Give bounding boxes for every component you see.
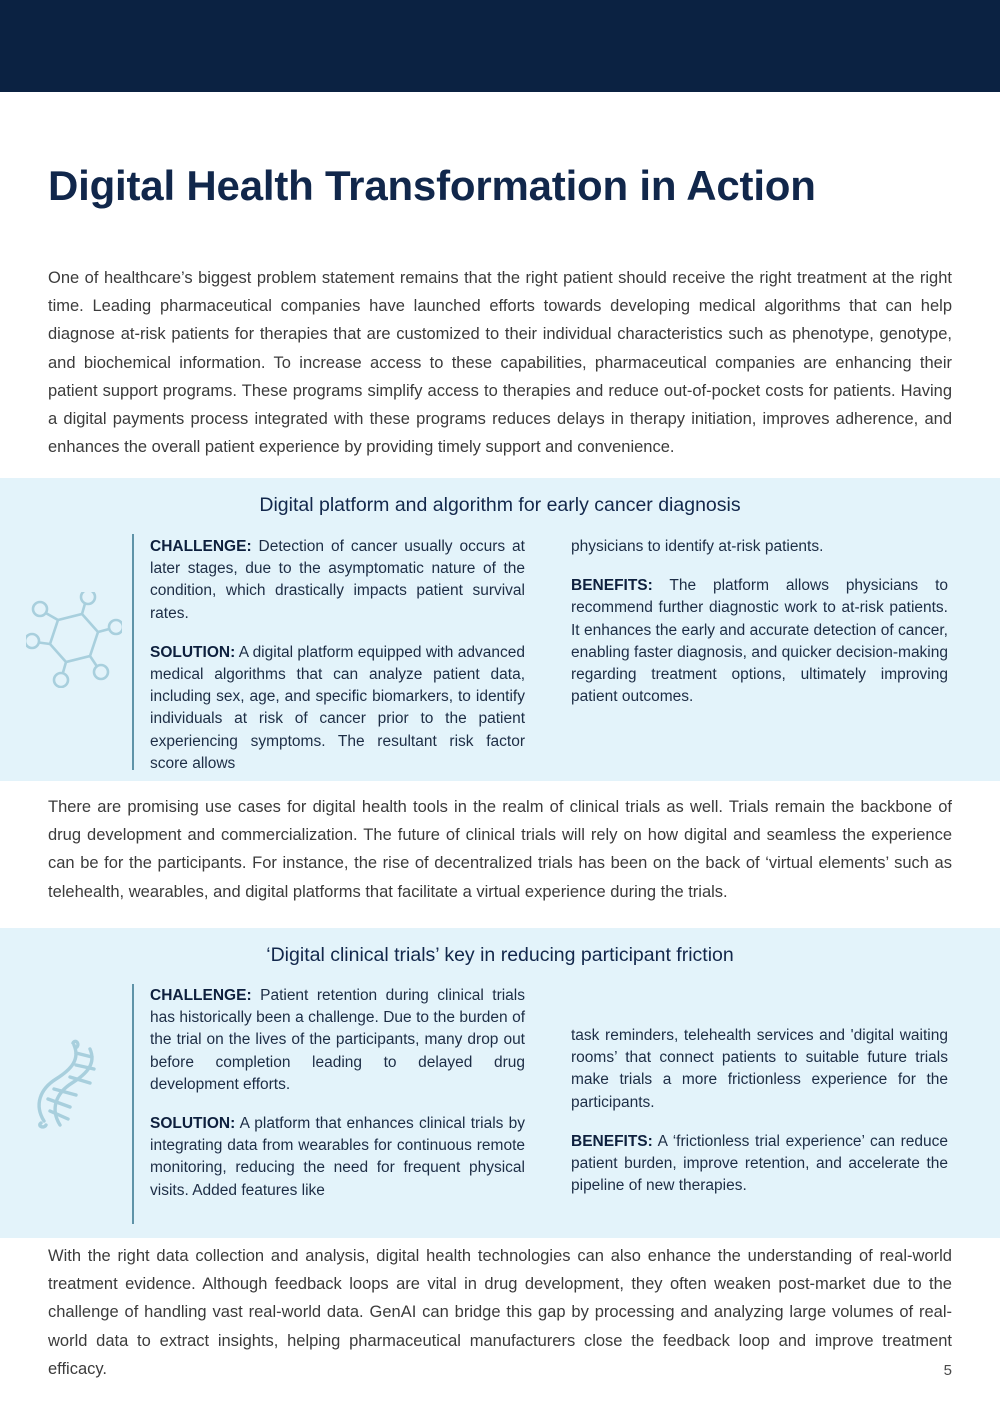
challenge-label: CHALLENGE: <box>150 538 252 555</box>
callout-heading: Digital platform and algorithm for early cancer diagnosis <box>259 494 741 516</box>
benefits-label: BENEFITS: <box>571 1132 653 1150</box>
header-banner <box>0 0 1000 92</box>
callout-right-column <box>571 1025 948 1197</box>
challenge-block <box>150 985 525 1096</box>
challenge-block <box>150 536 525 625</box>
page-number: 5 <box>943 1362 952 1379</box>
callout-panel-clinical-trials <box>0 928 1000 1238</box>
final-paragraph: With the right data collection and analysis, digital health technologies can also enhance the understanding of real-world treatment evidence. Although feedback loops are vital in drug development, they often weaken post-market due to the challenge of handling vast real-world data. GenAI can bridge this gap by processing and analyzing large volumes of real-world data to extract insights, helping pharmaceutical manufacturers close the feedback loop and improve treatment efficacy. <box>48 1247 952 1378</box>
molecule-icon <box>26 592 122 688</box>
callout-left-column <box>150 536 525 775</box>
callout-heading: ‘Digital clinical trials’ key in reducing participant friction <box>266 944 734 966</box>
solution-label: SOLUTION: <box>150 1115 236 1133</box>
intro-paragraph: One of healthcare’s biggest problem statement remains that the right patient should receive the right treatment at the right time. Leading pharmaceutical companies have launched efforts towards developing medical algorithms that can help diagnose at-risk patients for therapies that are customized to their individual characteristics such as phenotype, genotype, and biochemical information. To increase access to these capabilities, pharmaceutical companies are enhancing their patient support programs. These programs simplify access to therapies and reduce out-of-pocket costs for patients. Having a digital payments process integrated with these programs reduces delays in therapy initiation, improves adherence, and enhances the overall patient experience by providing timely support and convenience. <box>48 269 952 457</box>
solution-label: SOLUTION: <box>150 643 236 661</box>
benefits-label: BENEFITS: <box>571 577 653 595</box>
page-title: Digital Health Transformation in Action <box>48 162 816 210</box>
continuation-text: task reminders, telehealth services and 'digital waiting rooms’ that connect patients to suitable future trials make trials a more frictionless experience for the participants. <box>571 1027 948 1111</box>
benefits-block <box>571 575 948 708</box>
callout-left-column <box>150 985 525 1202</box>
solution-block <box>150 1113 525 1202</box>
benefits-text: The platform allows physicians to recommend further diagnostic work to at-risk patients. It enhances the early and accurate detection of cancer, enabling faster diagnosis, and quicker decision-making regarding treatment options, ultimately improving patient outcomes. <box>571 577 948 706</box>
solution-text: A digital platform equipped with advanced medical algorithms that can analyze patient data, including sex, age, and specific biomarkers, to identify individuals at risk of cancer prior to the patient experiencing symptoms. The resultant risk factor score allows <box>150 643 525 772</box>
callout-right-column <box>571 536 948 708</box>
challenge-label: CHALLENGE: <box>150 987 252 1004</box>
benefits-text: A ‘frictionless trial experience’ can reduce patient burden, improve retention, and accelerate the pipeline of new therapies. <box>571 1132 948 1195</box>
callout-panel-cancer-diagnosis <box>0 478 1000 781</box>
challenge-text: Patient retention during clinical trials has historically been a challenge. Due to the burden of the trial on the lives of the participants, many drop out before completion leading to delayed drug development efforts. <box>150 987 525 1093</box>
dna-helix-icon <box>26 1035 122 1131</box>
solution-text: A platform that enhances clinical trials by integrating data from wearables for continuous remote monitoring, reducing the need for frequent physical visits. Added features like <box>150 1115 525 1199</box>
solution-block <box>150 642 525 775</box>
middle-paragraph: There are promising use cases for digital health tools in the realm of clinical trials as well. Trials remain the backbone of drug development and commercialization. The future of clinical trials will rely on how digital and seamless the experience can be for the participants. For instance, the rise of decentralized trials has been on the back of ‘virtual elements’ such as telehealth, wearables, and digital platforms that facilitate a virtual experience during the trials. <box>48 798 952 901</box>
continuation-text: physicians to identify at-risk patients. <box>571 538 824 555</box>
challenge-text: Detection of cancer usually occurs at later stages, due to the asymptomatic nature of the condition, which drastically impacts patient survival rates. <box>150 538 525 622</box>
column-divider <box>132 534 134 770</box>
column-divider <box>132 984 134 1224</box>
benefits-block <box>571 1131 948 1198</box>
